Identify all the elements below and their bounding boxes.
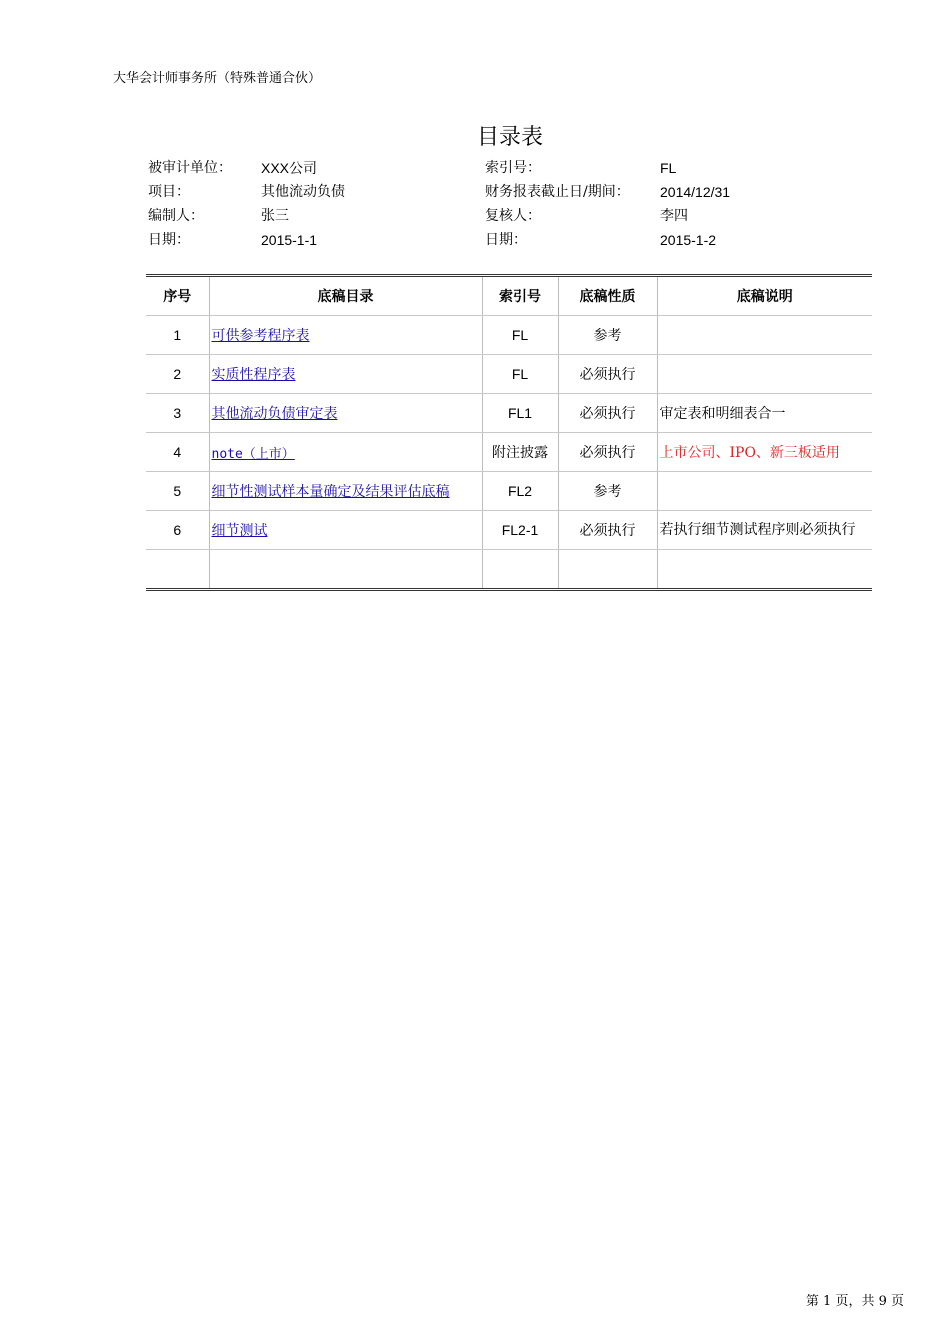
table-row <box>146 316 872 355</box>
row-nature: 必须执行 <box>558 511 657 550</box>
preparer-label: 编制人： <box>148 208 204 224</box>
row-nature: 必须执行 <box>558 355 657 394</box>
auditee-value: XXX公司 <box>261 160 318 176</box>
row-note <box>657 472 872 511</box>
workpaper-link[interactable]: 实质性程序表 <box>211 367 296 383</box>
row-no: 3 <box>146 394 209 433</box>
header-name: 底稿目录 <box>209 276 482 316</box>
date-label-2: 日期： <box>485 232 527 248</box>
header-note: 底稿说明 <box>657 276 872 316</box>
workpaper-link[interactable]: 细节性测试样本量确定及结果评估底稿 <box>211 484 450 500</box>
row-no: 2 <box>146 355 209 394</box>
reviewer-label: 复核人： <box>485 208 541 224</box>
row-index: FL2 <box>482 472 558 511</box>
preparer-value: 张三 <box>261 208 289 224</box>
row-nature: 必须执行 <box>558 394 657 433</box>
row-no: 6 <box>146 511 209 550</box>
row-index: 附注披露 <box>482 433 558 472</box>
table-row <box>146 355 872 394</box>
table-row-empty <box>146 550 872 590</box>
workpaper-link[interactable]: 其他流动负债审定表 <box>211 406 338 422</box>
workpaper-link[interactable]: 细节测试 <box>211 523 268 539</box>
project-label: 项目： <box>148 184 190 200</box>
table-row <box>146 472 872 511</box>
row-no: 4 <box>146 433 209 472</box>
auditee-label: 被审计单位： <box>148 160 232 176</box>
row-index: FL <box>482 316 558 355</box>
table-row <box>146 433 872 472</box>
row-note: 上市公司、IPO、新三板适用 <box>657 433 872 472</box>
project-value: 其他流动负债 <box>261 184 345 200</box>
row-index: FL <box>482 355 558 394</box>
workpaper-link[interactable]: note（上市） <box>211 446 295 462</box>
header-nature: 底稿性质 <box>558 276 657 316</box>
reviewer-value: 李四 <box>660 208 688 224</box>
workpaper-link[interactable]: 可供参考程序表 <box>211 328 310 344</box>
header-index: 索引号 <box>482 276 558 316</box>
row-note: 审定表和明细表合一 <box>657 394 872 433</box>
index-table <box>146 274 872 591</box>
period-value: 2014/12/31 <box>660 184 731 200</box>
index-label: 索引号： <box>485 160 541 176</box>
page-number: 第 1 页，共 9 页 <box>805 1294 904 1309</box>
date-value-1: 2015-1-1 <box>261 232 318 248</box>
row-nature: 参考 <box>558 472 657 511</box>
table-row <box>146 394 872 433</box>
table-header-row <box>146 276 872 316</box>
row-index: FL2-1 <box>482 511 558 550</box>
firm-name: 大华会计师事务所（特殊普通合伙） <box>113 71 322 86</box>
period-label: 财务报表截止日/期间： <box>485 184 630 200</box>
row-no: 5 <box>146 472 209 511</box>
row-note <box>657 316 872 355</box>
date-label-1: 日期： <box>148 232 190 248</box>
header-no: 序号 <box>146 276 209 316</box>
row-note <box>657 355 872 394</box>
row-nature: 必须执行 <box>558 433 657 472</box>
index-value: FL <box>660 160 677 176</box>
row-note: 若执行细节测试程序则必须执行 <box>657 511 872 550</box>
row-no: 1 <box>146 316 209 355</box>
date-value-2: 2015-1-2 <box>660 232 717 248</box>
page-title: 目录表 <box>476 125 543 150</box>
row-nature: 参考 <box>558 316 657 355</box>
table-row <box>146 511 872 550</box>
row-index: FL1 <box>482 394 558 433</box>
